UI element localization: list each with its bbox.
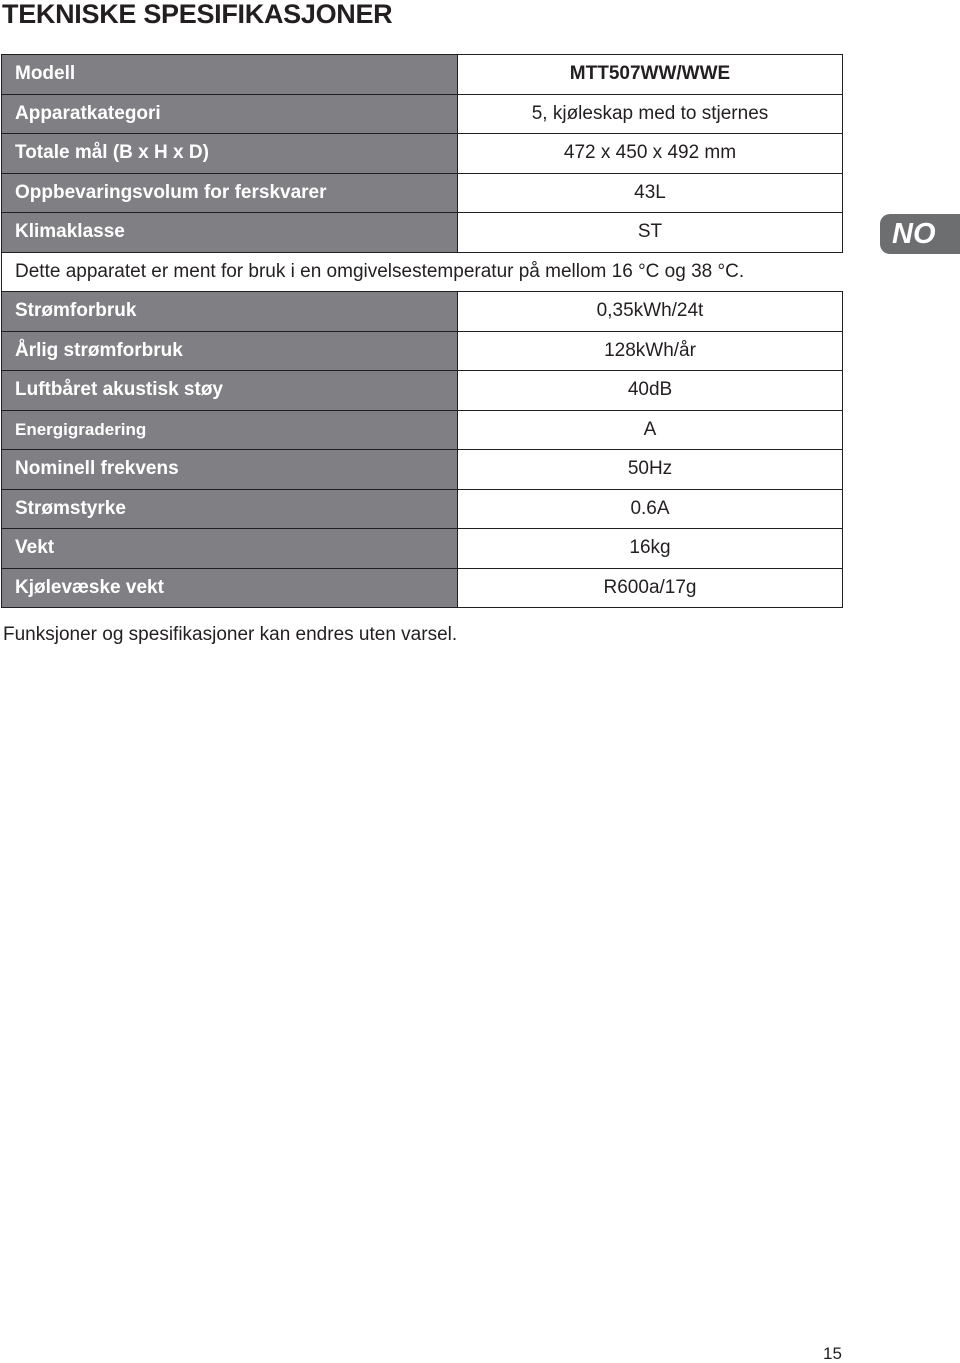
- spec-label-power-consumption: Strømforbruk: [2, 292, 458, 332]
- spec-label-climate-class: Klimaklasse: [2, 213, 458, 253]
- spec-label-model: Modell: [2, 55, 458, 95]
- table-row: [2, 134, 843, 174]
- spec-label-noise: Luftbåret akustisk støy: [2, 371, 458, 411]
- spec-label-frequency: Nominell frekvens: [2, 450, 458, 490]
- spec-label-energy-rating: Energigradering: [2, 410, 458, 450]
- spec-label-category: Apparatkategori: [2, 94, 458, 134]
- spec-value-noise: 40dB: [458, 371, 843, 411]
- spec-value-volume: 43L: [458, 173, 843, 213]
- spec-value-energy-rating: A: [458, 410, 843, 450]
- spec-value-refrigerant: R600a/17g: [458, 568, 843, 608]
- spec-value-climate-class: ST: [458, 213, 843, 253]
- page-title: TEKNISKE SPESIFIKASJONER: [2, 0, 393, 29]
- spec-value-power-consumption: 0,35kWh/24t: [458, 292, 843, 332]
- table-row: [2, 331, 843, 371]
- table-row: [2, 173, 843, 213]
- table-row: [2, 252, 843, 292]
- spec-label-weight: Vekt: [2, 529, 458, 569]
- spec-value-weight: 16kg: [458, 529, 843, 569]
- spec-value-frequency: 50Hz: [458, 450, 843, 490]
- table-row: [2, 213, 843, 253]
- spec-label-annual-consumption: Årlig strømforbruk: [2, 331, 458, 371]
- table-row: [2, 292, 843, 332]
- footer-note: Funksjoner og spesifikasjoner kan endres uten varsel.: [3, 624, 458, 645]
- table-row: [2, 410, 843, 450]
- spec-value-current: 0.6A: [458, 489, 843, 529]
- spec-label-volume: Oppbevaringsvolum for ferskvarer: [2, 173, 458, 213]
- table-row: [2, 489, 843, 529]
- spec-value-dimensions: 472 x 450 x 492 mm: [458, 134, 843, 174]
- table-row: [2, 371, 843, 411]
- page-number: 15: [823, 1344, 842, 1363]
- spec-table: [1, 54, 843, 608]
- table-row: [2, 568, 843, 608]
- table-row: [2, 450, 843, 490]
- spec-value-category: 5, kjøleskap med to stjernes: [458, 94, 843, 134]
- spec-value-model: MTT507WW/WWE: [458, 55, 843, 95]
- spec-label-dimensions: Totale mål (B x H x D): [2, 134, 458, 174]
- table-row: [2, 94, 843, 134]
- table-row: [2, 529, 843, 569]
- spec-label-refrigerant: Kjølevæske vekt: [2, 568, 458, 608]
- language-badge: NO: [880, 214, 960, 254]
- spec-value-annual-consumption: 128kWh/år: [458, 331, 843, 371]
- spec-label-current: Strømstyrke: [2, 489, 458, 529]
- table-row: [2, 55, 843, 95]
- ambient-temperature-note: Dette apparatet er ment for bruk i en omgivelsestemperatur på mellom 16 °C og 38 °C.: [2, 252, 843, 292]
